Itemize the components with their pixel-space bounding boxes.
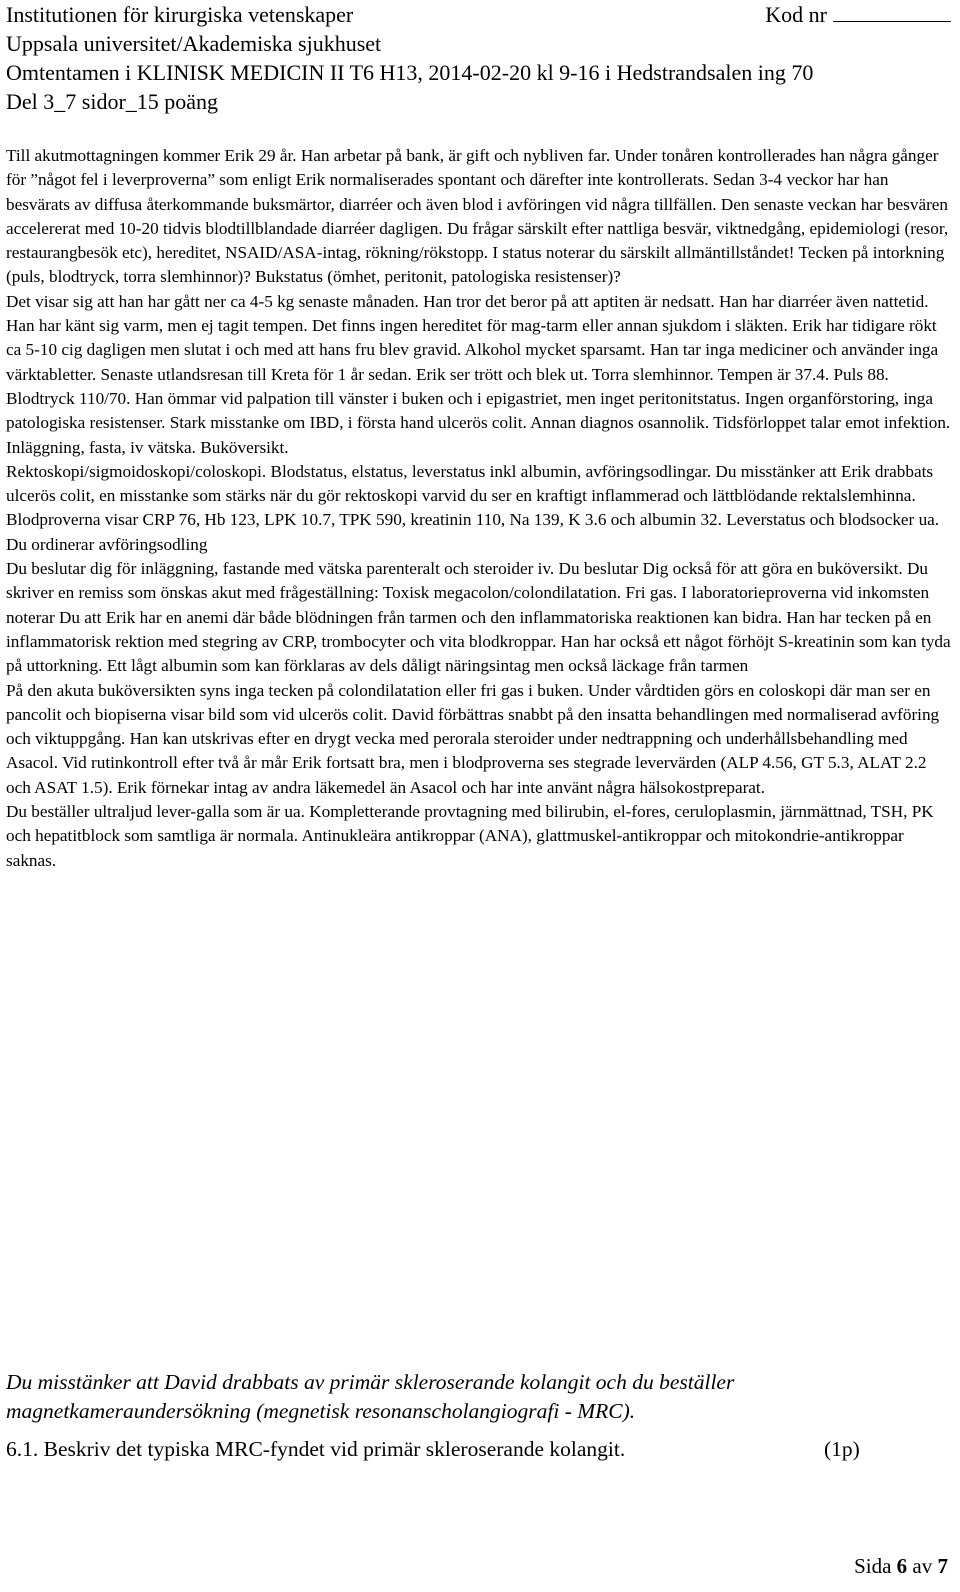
page-of-label: av xyxy=(912,1554,933,1578)
code-number-field xyxy=(765,0,951,29)
case-paragraph: Du beslutar dig för inläggning, fastande med vätska parenteralt och steroider iv. Du beslutar Dig också för att göra en buköversikt. Du skriver en remiss som önskas akut med frågeställning: Toxisk megacolon/colondilatation. Fri gas. I laboratorieproverna vid inkomsten noterar Du att Erik har en anemi där både blödningen från tarmen och den inflammatoriska reaktionen kan bidra. Han har tecken på en inflammatorisk rektion med stegring av CRP, trombocyter och vita blodkroppar. Han har också ett något förhöjt S-kreatinin som kan tyda på uttorkning. Ett lågt albumin som kan förklaras av dels dåligt näringsintag men också läckage från tarmen xyxy=(6,559,951,676)
case-paragraph: Det visar sig att han har gått ner ca 4-5 kg senaste månaden. Han tror det beror på att aptiten är nedsatt. Han har diarréer även nattetid. Han har känt sig varm, men ej tagit tempen. Det finns ingen hereditet för mag-tarm eller annan sjukdom i släkten. Erik har tidigare rökt ca 5-10 cig dagligen men slutat i och med att hans fru blev gravid. Alkohol mycket sparsamt. Han tar inga mediciner och använder inga värktabletter. Senaste utlandsresan till Kreta för 1 år sedan. Erik ser trött och blek ut. Torra slemhinnor. Tempen är 37.4. Puls 88. Blodtryck 110/70. Han ömmar vid palpation till vänster i buken och i epigastriet, men inget peritonitstatus. Ingen organförstoring, inga patologiska resistenser. Stark misstanke om IBD, i första hand ulcerös colit. Annan diagnos osannolik. Tidsförloppet talar emot infektion. Inläggning, fasta, iv vätska. Buköversikt. xyxy=(6,291,951,457)
case-description xyxy=(6,144,954,873)
code-number-label: Kod nr xyxy=(765,2,827,27)
current-page-number: 6 xyxy=(896,1554,908,1578)
total-pages-number: 7 xyxy=(937,1554,948,1578)
question-text: 6.1. Beskriv det typiska MRC-fyndet vid primär skleroserande kolangit. xyxy=(6,1437,626,1461)
institution-line: Institutionen för kirurgiska vetenskaper xyxy=(6,2,354,27)
exam-part-line: Del 3_7 sidor_15 poäng xyxy=(6,89,219,114)
case-paragraph: Till akutmottagningen kommer Erik 29 år. Han arbetar på bank, är gift och nybliven far. Under tonåren kontrollerades han några gånger för ”något fel i leverproverna” som enligt Erik normaliserades spontant och därefter inte kontrollerats. Sedan 3-4 veckor har han besvärats av diffusa återkommande buksmärtor, diarréer och även blod i avföringen vid några tillfällen. Den senaste veckan har besvären accelererat med 10-20 tidvis blodtillblandade diarréer dagligen. Du frågar särskilt efter nattliga besvär, viktnedgång, epidemiologi (resor, restaurangbesök etc), hereditet, NSAID/ASA-intag, rökning/rökstopp. I status noterar du särskilt allmäntillståndet! Tecken på intorkning (puls, blodtryck, torra slemhinnor)? Bukstatus (ömhet, peritonit, patologiska resistenser)? xyxy=(6,146,949,287)
case-paragraph: Du beställer ultraljud lever-galla som är ua. Kompletterande provtagning med bilirubin, el-fores, ceruloplasmin, järnmättnad, TSH, PK och hepatitblock som samtliga är normala. Antinukleära antikroppar (ANA), glattmuskel-antikroppar och mitokondrie-antikroppar saknas. xyxy=(6,802,934,870)
exam-header xyxy=(6,0,951,116)
page-label: Sida xyxy=(854,1554,892,1578)
question-6-1 xyxy=(6,1435,954,1464)
case-statement xyxy=(6,1368,954,1426)
university-line: Uppsala universitet/Akademiska sjukhuset xyxy=(6,31,382,56)
code-number-blank xyxy=(833,1,951,22)
page-number-footer xyxy=(854,1552,948,1580)
exam-title-line: Omtentamen i KLINISK MEDICIN II T6 H13, 2014-02-20 kl 9-16 i Hedstrandsalen ing 70 xyxy=(6,60,814,85)
case-statement-text: Du misstänker att David drabbats av primär skleroserande kolangit och du beställer magnetkameraundersökning (megnetisk resonanscholangiografi - MRC). xyxy=(6,1370,735,1423)
case-paragraph: På den akuta buköversikten syns inga tecken på colondilatation eller fri gas i buken. Under vårdtiden görs en coloskopi där man ser en pancolit och biopiserna visar bild som vid ulcerös colit. David förbättras snabbt på den insatta behandlingen med normaliserad avföring och viktuppgång. Han kan utskrivas efter en drygt vecka med perorala steroider under nedtrappning och underhållsbehandling med Asacol. Vid rutinkontroll efter två år mår Erik fortsatt bra, men i blodproverna ses stegrade levervärden (ALP 4.56, GT 5.3, ALAT 2.2 och ASAT 1.5). Erik förnekar intag av andra läkemedel än Asacol och har inte använt några hälsokostpreparat. xyxy=(6,680,940,797)
question-points: (1p) xyxy=(824,1437,860,1461)
case-paragraph: Rektoskopi/sigmoidoskopi/coloskopi. Blodstatus, elstatus, leverstatus inkl albumin, avföringsodlingar. Du misstänker att Erik drabbats ulcerös colit, en misstanke som stärks när du gör rektoskopi varvid du ser en kraftigt inflammerad och lättblödande rektalslemhinna. Blodproverna visar CRP 76, Hb 123, LPK 10.7, TPK 590, kreatinin 110, Na 139, K 3.6 och albumin 32. Leverstatus och blodsocker ua. Du ordinerar avföringsodling xyxy=(6,461,940,554)
